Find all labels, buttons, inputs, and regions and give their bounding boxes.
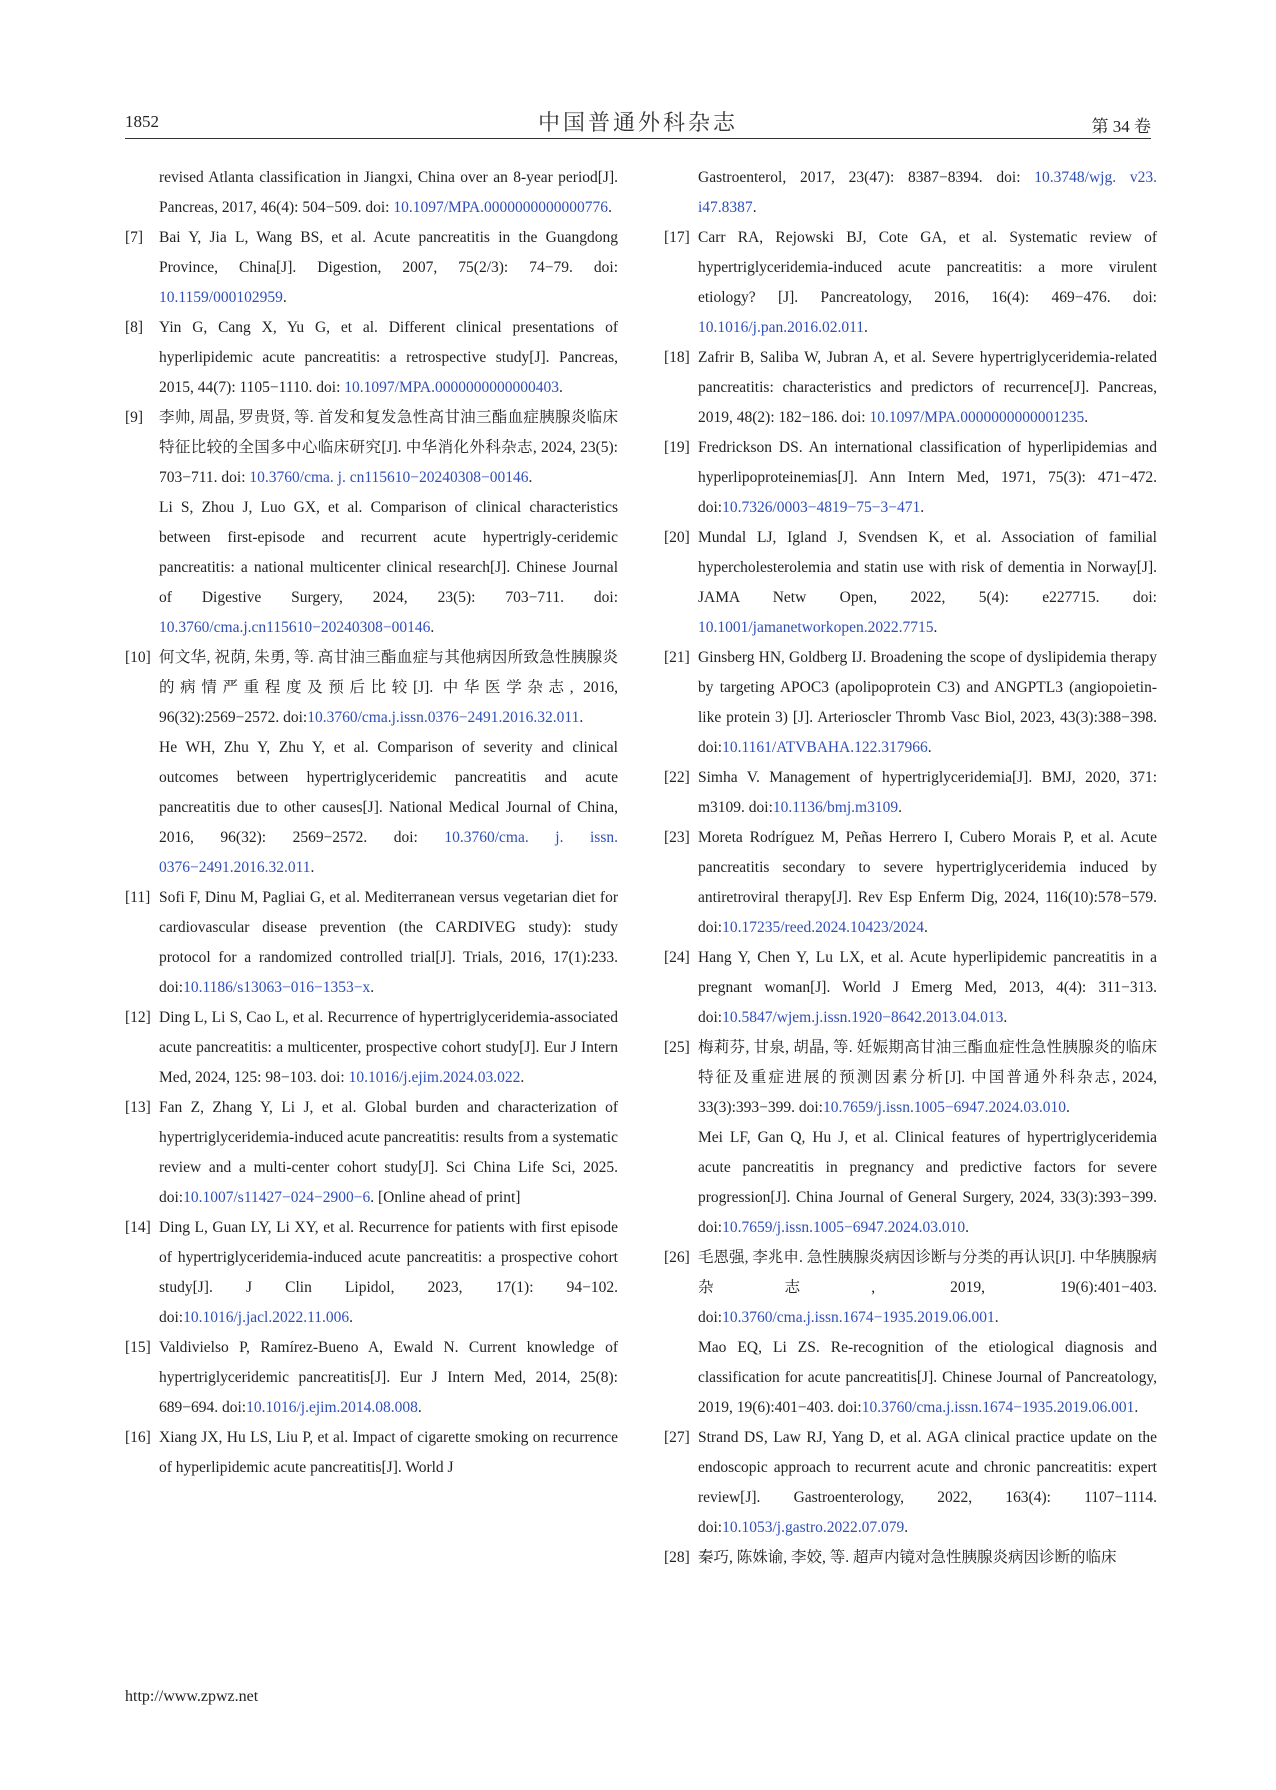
reference-number: [12] — [125, 1009, 151, 1026]
reference-number: [27] — [664, 1429, 690, 1446]
citation-text: Simha V. Management of hypertriglyceridemia[J]. BMJ, 2020, 371: m3109. doi: — [698, 769, 1157, 816]
reference-number: [10] — [125, 649, 151, 666]
doi-link[interactable]: 10.7326/0003−4819−75−3−471 — [722, 499, 921, 516]
reference-item — [664, 1123, 1157, 1243]
doi-link[interactable]: 10.1159/000102959 — [159, 289, 283, 306]
citation-tail: . — [417, 1399, 422, 1416]
reference-item — [125, 1003, 618, 1093]
reference-text — [698, 1423, 1157, 1543]
reference-item — [125, 313, 618, 403]
reference-text — [698, 943, 1157, 1033]
reference-text — [159, 1213, 618, 1333]
doi-link[interactable]: 10.5847/wjem.j.issn.1920−8642.2013.04.013 — [722, 1009, 1004, 1026]
reference-number: [18] — [664, 349, 690, 366]
reference-number: [7] — [125, 229, 144, 246]
doi-link[interactable]: 10.3748/wjg. v23. i47.8387 — [698, 169, 1157, 216]
doi-link[interactable]: 10.3760/cma.j.issn.0376−2491.2016.32.011 — [307, 709, 580, 726]
reference-text — [698, 163, 1157, 223]
reference-text — [159, 733, 618, 883]
citation-text: Li S, Zhou J, Luo GX, et al. Comparison of clinical characteristics between first-episode and recurrent acute hypertrigly-ceridemic pancreatitis: a national multicenter clinical research[J]. Chinese Journal of Digestive Surgery, 2024, 23(5): 703−711. doi: — [159, 499, 618, 606]
citation-tail: . — [898, 799, 902, 816]
reference-item — [125, 1213, 618, 1333]
reference-item — [664, 433, 1157, 523]
reference-item — [125, 163, 618, 223]
reference-text — [159, 1333, 618, 1423]
citation-text: Fredrickson DS. An international classification of hyperlipidemias and hyperlipoproteinemias[J]. Ann Intern Med, 1971, 75(3): 471−472. doi: — [698, 439, 1157, 516]
reference-item — [125, 1093, 618, 1213]
reference-number: [16] — [125, 1429, 151, 1446]
doi-link[interactable]: 10.7659/j.issn.1005−6947.2024.03.010 — [722, 1219, 966, 1236]
reference-number: [14] — [125, 1219, 151, 1236]
citation-text: revised Atlanta classification in Jiangxi, China over an 8-year period[J]. Pancreas, 2017, 46(4): 504−509. doi: — [159, 169, 618, 216]
doi-link[interactable]: 10.3760/cma.j.issn.1674−1935.2019.06.001 — [861, 1399, 1135, 1416]
citation-text: Gastroenterol, 2017, 23(47): 8387−8394. doi: — [698, 169, 1035, 186]
journal-title: 中国普通外科杂志 — [537, 110, 738, 135]
reference-item — [125, 1333, 618, 1423]
citation-text: Moreta Rodríguez M, Peñas Herrero I, Cubero Morais P, et al. Acute pancreatitis secondary to severe hypertriglyceridemia induced by antiretroviral therapy[J]. Rev Esp Enferm Dig, 2024, 116(10):578−579. doi: — [698, 829, 1157, 936]
citation-text: Zafrir B, Saliba W, Jubran A, et al. Severe hypertriglyceridemia-related pancreatitis: characteristics and predictors of recurrence[J]. Pancreas, 2019, 48(2): 182−186. doi: — [698, 349, 1157, 426]
citation-tail: . — [579, 709, 584, 726]
citation-text: Carr RA, Rejowski BJ, Cote GA, et al. Systematic review of hypertriglyceridemia-induced acute pancreatitis: a more virulent etiology? [J]. Pancreatology, 2016, 16(4): 469−476. doi: — [698, 229, 1157, 306]
citation-text: Ding L, Guan LY, Li XY, et al. Recurrence for patients with first episode of hypertriglyceridemia-induced acute pancreatitis: a prospective cohort study[J]. J Clin Lipidol, 2023, 17(1): 94−102. doi: — [159, 1219, 618, 1326]
citation-tail: . — [904, 1519, 909, 1536]
doi-link[interactable]: 10.3760/cma.j.issn.1674−1935.2019.06.001 — [722, 1309, 995, 1326]
citation-text: Strand DS, Law RJ, Yang D, et al. AGA clinical practice update on the endoscopic approach to recurrent acute and chronic pancreatitis: expert review[J]. Gastroenterology, 2022, 163(4): 1107−1114. doi: — [698, 1429, 1157, 1536]
citation-text: Ding L, Li S, Cao L, et al. Recurrence of hypertriglyceridemia-associated acute pancreatitis: a multicenter, prospective cohort study[J]. Eur J Intern Med, 2024, 125: 98−103. doi: — [159, 1009, 618, 1086]
reference-text — [698, 643, 1157, 763]
citation-tail: . — [927, 739, 932, 756]
reference-text — [698, 763, 1157, 823]
citation-text: 李帅, 周晶, 罗贵贤, 等. 首发和复发急性高甘油三酯血症胰腺炎临床特征比较的全国多中心临床研究[J]. 中华消化外科杂志, 2024, 23(5): 703−711. doi: — [159, 409, 618, 486]
left-column — [125, 163, 618, 1483]
doi-link[interactable]: 10.3760/cma. j. issn. 0376−2491.2016.32.011 — [159, 829, 618, 876]
citation-text: Yin G, Cang X, Yu G, et al. Different clinical presentations of hyperlipidemic acute pancreatitis: a retrospective study[J]. Pancreas, 2015, 44(7): 1105−1110. doi: — [159, 319, 618, 396]
citation-text: Mundal LJ, Igland J, Svendsen K, et al. Association of familial hypercholesterolemia and statin use with risk of dementia in Norway[J]. JAMA Netw Open, 2022, 5(4): e227715. doi: — [698, 529, 1157, 606]
citation-tail: . — [933, 619, 938, 636]
doi-link[interactable]: 10.7659/j.issn.1005−6947.2024.03.010 — [822, 1099, 1066, 1116]
reference-text — [698, 823, 1157, 943]
reference-number: [13] — [125, 1099, 151, 1116]
citation-text: Mao EQ, Li ZS. Re-recognition of the etiological diagnosis and classification for acute pancreatitis[J]. Chinese Journal of Pancreatology, 2019, 19(6):401−403. doi: — [698, 1339, 1157, 1416]
reference-text — [159, 163, 618, 223]
reference-item — [664, 763, 1157, 823]
citation-text: 毛恩强, 李兆申. 急性胰腺炎病因诊断与分类的再认识[J]. 中华胰腺病杂志, 2019, 19(6):401−403. doi: — [698, 1249, 1157, 1326]
reference-text — [698, 523, 1157, 643]
citation-tail: . — [864, 319, 868, 336]
reference-item — [125, 493, 618, 643]
reference-number: [11] — [125, 889, 151, 906]
reference-text — [698, 1033, 1157, 1123]
reference-number: [23] — [664, 829, 690, 846]
doi-link[interactable]: 10.1001/jamanetworkopen.2022.7715 — [698, 619, 934, 636]
citation-tail: . — [1084, 409, 1089, 426]
reference-item — [664, 1423, 1157, 1543]
reference-number: [26] — [664, 1249, 690, 1266]
citation-text: Xiang JX, Hu LS, Liu P, et al. Impact of cigarette smoking on recurrence of hyperlipidemic acute pancreatitis[J]. World J — [159, 1429, 618, 1476]
reference-number: [28] — [664, 1549, 690, 1566]
reference-number: [9] — [125, 409, 144, 426]
citation-tail: . — [349, 1309, 354, 1326]
citation-tail: . — [1065, 1099, 1070, 1116]
doi-link[interactable]: 10.3760/cma.j.cn115610−20240308−00146 — [159, 619, 431, 636]
reference-text — [698, 1543, 1157, 1573]
reference-text — [159, 403, 618, 493]
citation-tail: . — [370, 979, 375, 996]
reference-text — [159, 643, 618, 733]
doi-link[interactable]: 10.1053/j.gastro.2022.07.079 — [722, 1519, 905, 1536]
citation-text: Bai Y, Jia L, Wang BS, et al. Acute pancreatitis in the Guangdong Province, China[J]. Digestion, 2007, 75(2/3): 74−79. doi: — [159, 229, 618, 276]
citation-text: Fan Z, Zhang Y, Li J, et al. Global burden and characterization of hypertriglyceridemia-induced acute pancreatitis: results from a systematic review and a multi-center cohort study[J]. Sci China Life Sci, 2025. doi: — [159, 1099, 618, 1206]
doi-link[interactable]: 10.1016/j.pan.2016.02.011 — [698, 319, 865, 336]
reference-text — [698, 223, 1157, 343]
reference-number: [15] — [125, 1339, 151, 1356]
citation-tail: . — [1003, 1009, 1008, 1026]
reference-text — [698, 1243, 1157, 1333]
right-column — [664, 163, 1157, 1573]
reference-number: [22] — [664, 769, 690, 786]
citation-tail: . — [608, 199, 612, 216]
reference-item — [664, 523, 1157, 643]
citation-text: 秦巧, 陈姝谕, 李姣, 等. 超声内镜对急性胰腺炎病因诊断的临床 — [698, 1549, 1117, 1566]
reference-number: [8] — [125, 319, 144, 336]
citation-tail: . — [528, 469, 533, 486]
citation-tail: . — [752, 199, 757, 216]
citation-text: He WH, Zhu Y, Zhu Y, et al. Comparison of severity and clinical outcomes between hypertriglyceridemic pancreatitis and acute pancreatitis due to other causes[J]. National Medical Journal of China, 2016, 96(32): 2569−2572. doi: — [159, 739, 618, 846]
reference-text — [698, 1333, 1157, 1423]
reference-item — [125, 403, 618, 493]
citation-tail: . — [920, 499, 925, 516]
citation-tail: . — [1134, 1399, 1139, 1416]
reference-text — [159, 313, 618, 403]
reference-number: [24] — [664, 949, 690, 966]
citation-tail: . — [282, 289, 287, 306]
reference-item — [125, 883, 618, 1003]
citation-tail: . — [430, 619, 435, 636]
doi-link[interactable]: 10.1186/s13063−016−1353−x — [183, 979, 371, 996]
citation-tail: . — [559, 379, 563, 396]
citation-text: Valdivielso P, Ramírez-Bueno A, Ewald N. Current knowledge of hypertriglyceridemic pancreatitis[J]. Eur J Intern Med, 2014, 25(8): 689−694. doi: — [159, 1339, 618, 1416]
reference-text — [159, 1093, 618, 1213]
reference-item — [125, 643, 618, 733]
doi-link[interactable]: 10.1161/ATVBAHA.122.317966 — [722, 739, 928, 756]
reference-number: [20] — [664, 529, 690, 546]
reference-number: [21] — [664, 649, 690, 666]
citation-text: Sofi F, Dinu M, Pagliai G, et al. Mediterranean versus vegetarian diet for cardiovascular disease prevention (the CARDIVEG study): study protocol for a randomized controlled trial[J]. Trials, 2016, 17(1):233. doi: — [159, 889, 618, 996]
doi-link[interactable]: 10.1016/j.ejim.2014.08.008 — [246, 1399, 418, 1416]
citation-tail: . — [994, 1309, 999, 1326]
reference-number: [17] — [664, 229, 690, 246]
reference-item — [664, 1033, 1157, 1123]
reference-text — [698, 343, 1157, 433]
reference-item — [664, 1333, 1157, 1423]
doi-link[interactable]: 10.1097/MPA.0000000000000403 — [344, 379, 559, 396]
reference-number: [25] — [664, 1039, 690, 1056]
citation-text: 何文华, 祝荫, 朱勇, 等. 高甘油三酯血症与其他病因所致急性胰腺炎的病情严重程度及预后比较[J]. 中华医学杂志, 2016, 96(32):2569−2572. doi: — [159, 649, 618, 726]
citation-text: Mei LF, Gan Q, Hu J, et al. Clinical features of hypertriglyceridemia acute pancreatitis in pregnancy and predictive factors for severe progression[J]. China Journal of General Surgery, 2024, 33(3):393−399. doi: — [698, 1129, 1157, 1236]
volume-label: 第 34 卷 — [1091, 117, 1151, 136]
footer-url[interactable]: http://www.zpwz.net — [125, 1688, 259, 1705]
citation-text: 梅莉芬, 甘泉, 胡晶, 等. 妊娠期高甘油三酯血症性急性胰腺炎的临床特征及重症进展的预测因素分析[J]. 中国普通外科杂志, 2024, 33(3):393−399. doi: — [698, 1039, 1157, 1116]
reference-item — [125, 1423, 618, 1483]
doi-link[interactable]: 10.3760/cma. j. cn115610−20240308−00146 — [249, 469, 529, 486]
doi-link[interactable]: 10.1007/s11427−024−2900−6 — [183, 1189, 371, 1206]
reference-item — [125, 223, 618, 313]
reference-text — [159, 1423, 618, 1483]
reference-item — [664, 343, 1157, 433]
reference-text — [159, 1003, 618, 1093]
reference-item — [664, 163, 1157, 223]
doi-link[interactable]: 10.1097/MPA.0000000000000776 — [393, 199, 609, 216]
reference-item — [664, 943, 1157, 1033]
citation-tail: . — [310, 859, 315, 876]
reference-text — [698, 433, 1157, 523]
reference-text — [698, 1123, 1157, 1243]
doi-link[interactable]: 10.1016/j.ejim.2024.03.022 — [348, 1069, 521, 1086]
reference-item — [664, 223, 1157, 343]
citation-tail: . — [965, 1219, 969, 1236]
reference-item — [664, 1243, 1157, 1333]
reference-text — [159, 223, 618, 313]
citation-tail: . [Online ahead of print] — [370, 1189, 521, 1206]
reference-text — [159, 883, 618, 1003]
doi-link[interactable]: 10.1097/MPA.0000000000001235 — [869, 409, 1085, 426]
reference-text — [159, 493, 618, 643]
doi-link[interactable]: 10.17235/reed.2024.10423/2024 — [722, 919, 925, 936]
reference-item — [664, 823, 1157, 943]
citation-text: Ginsberg HN, Goldberg IJ. Broadening the scope of dyslipidemia therapy by targeting APOC3 (apolipoprotein C3) and ANGPTL3 (angiopoietin-like protein 3) [J]. Arterioscler Thromb Vasc Biol, 2023, 43(3):388−398. doi: — [698, 649, 1157, 756]
page-number: 1852 — [125, 112, 159, 131]
doi-link[interactable]: 10.1016/j.jacl.2022.11.006 — [183, 1309, 350, 1326]
reference-item — [664, 643, 1157, 763]
page-header — [125, 100, 1151, 139]
citation-tail: . — [520, 1069, 525, 1086]
doi-link[interactable]: 10.1136/bmj.m3109 — [772, 799, 899, 816]
citation-tail: . — [924, 919, 928, 936]
reference-item — [664, 1543, 1157, 1573]
reference-number: [19] — [664, 439, 690, 456]
citation-text: Hang Y, Chen Y, Lu LX, et al. Acute hyperlipidemic pancreatitis in a pregnant woman[J]. World J Emerg Med, 2013, 4(4): 311−313. doi: — [698, 949, 1157, 1026]
reference-item — [125, 733, 618, 883]
